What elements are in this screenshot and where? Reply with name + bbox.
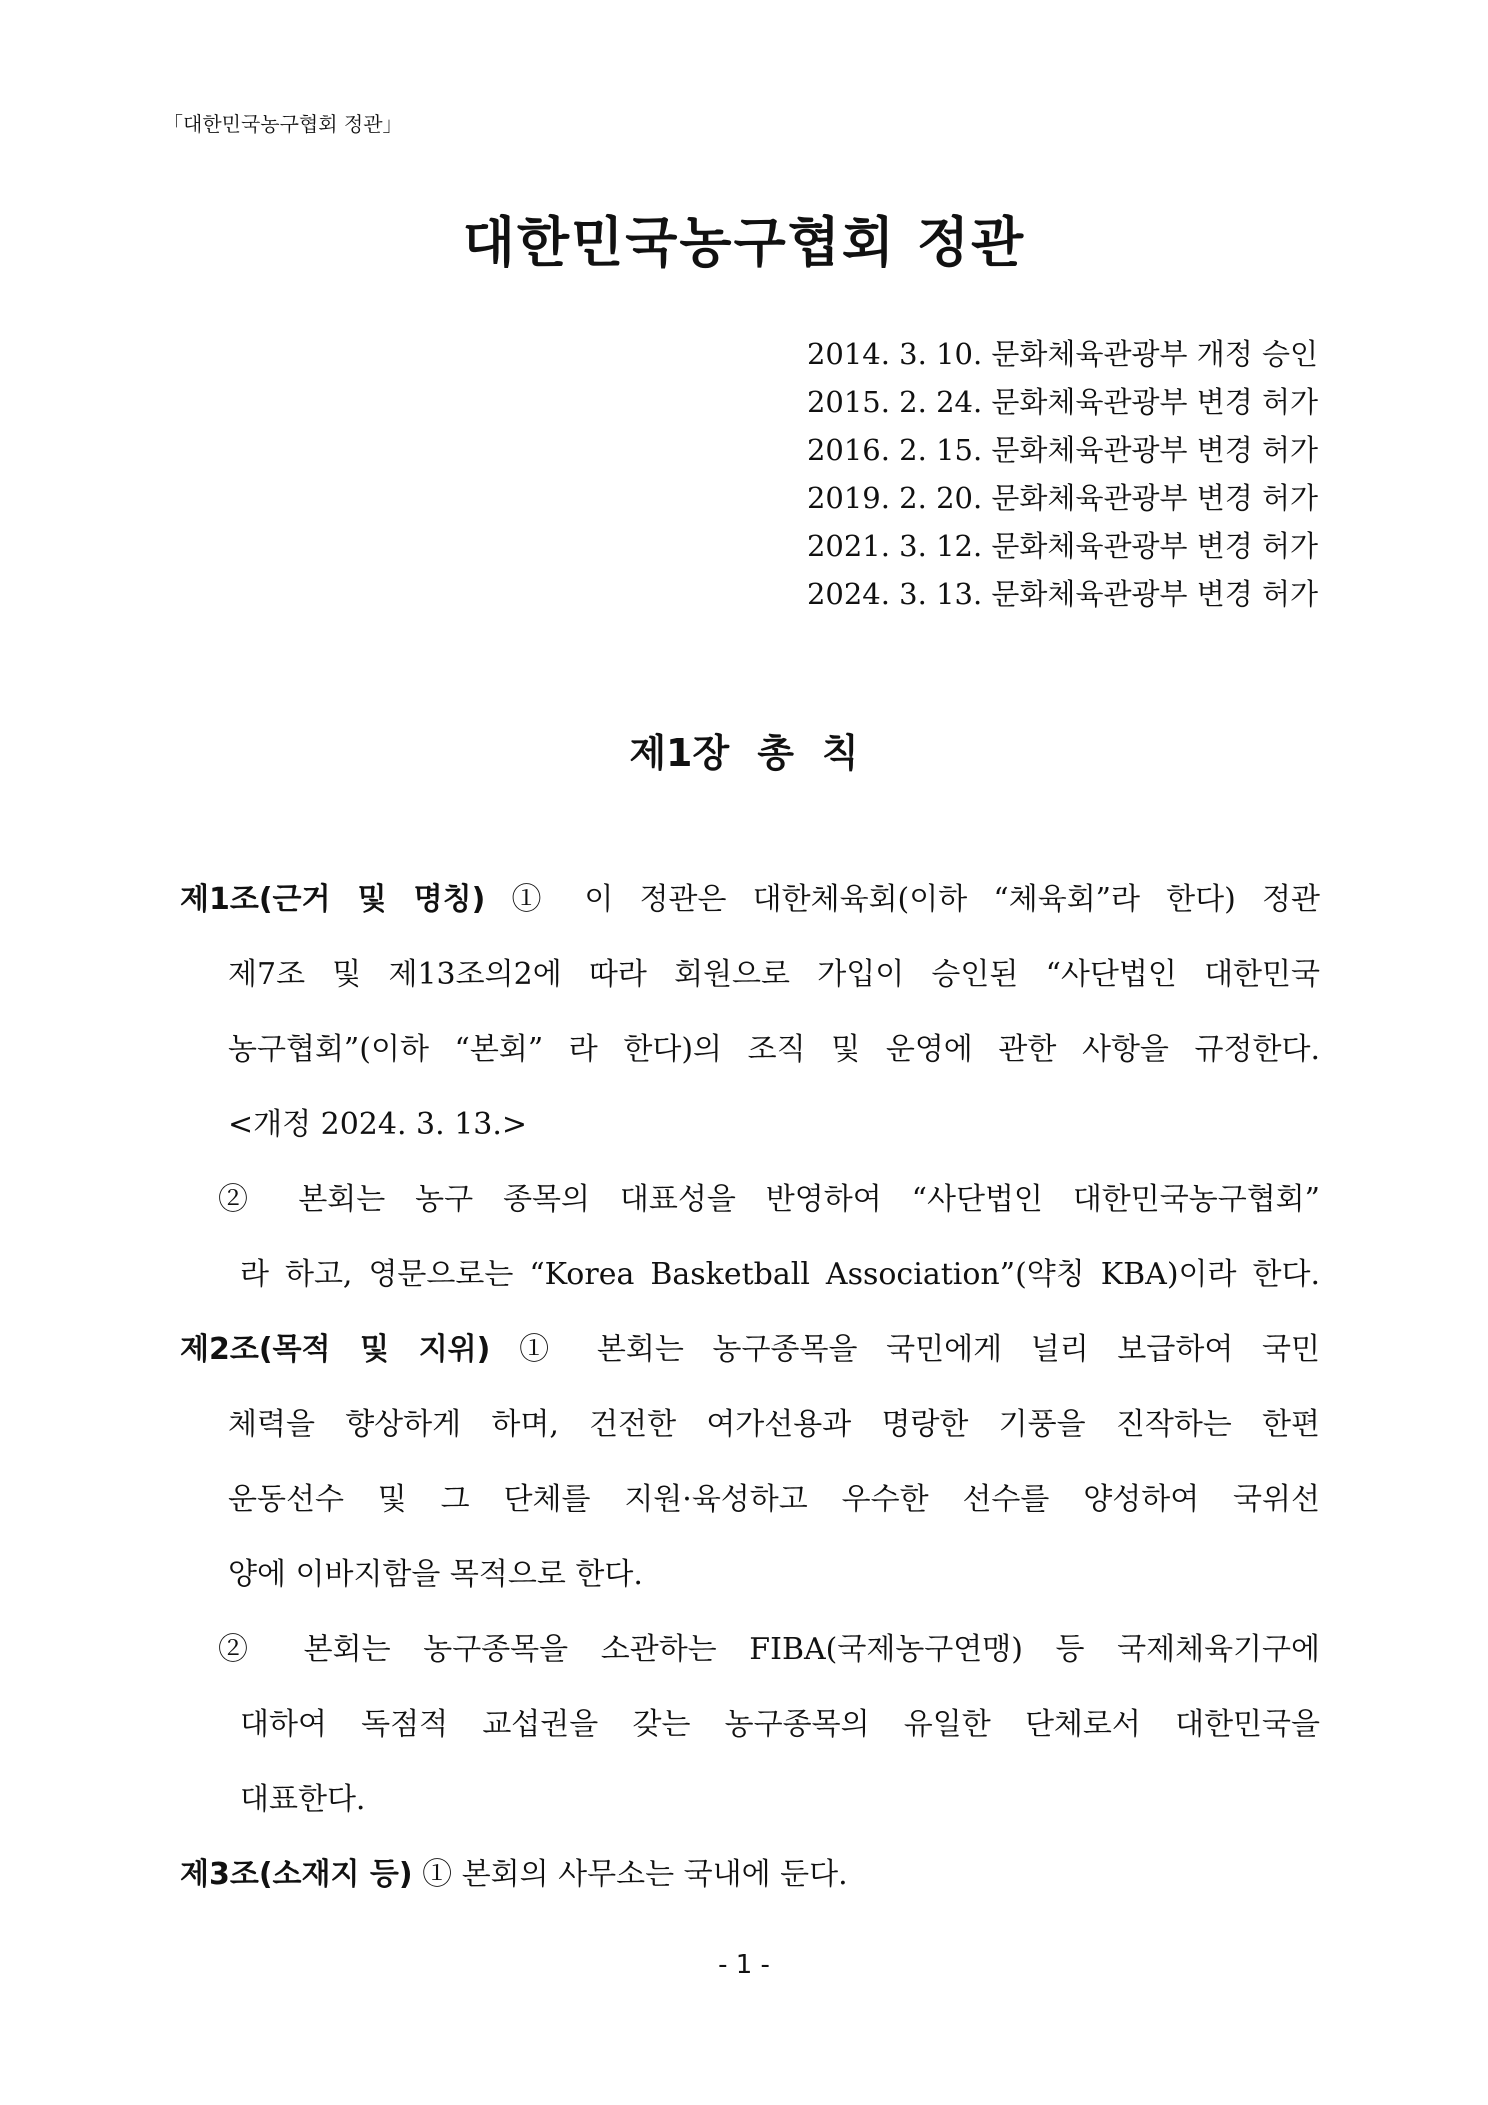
article-3-text: ① 본회의 사무소는 국내에 둔다. [412, 1857, 848, 1892]
article-2-text: ① 본회는 농구종목을 국민에게 널리 보급하여 국민 [490, 1332, 1321, 1367]
article-2-line [180, 1312, 1320, 1387]
approval-line: 2024. 3. 13. 문화체육관광부 변경 허가 [806, 577, 1318, 611]
article-1-line [180, 862, 1320, 937]
chapter-number: 제1장 [629, 731, 730, 775]
page-number: - 1 - [718, 1950, 770, 1980]
article-1-line: 라 하고, 영문으로는 “Korea Basketball Association”(약칭 KBA)이라 한다. [240, 1257, 1320, 1292]
article-1-line: 농구협회”(이하 “본회” 라 한다)의 조직 및 운영에 관한 사항을 규정한다. [228, 1032, 1320, 1067]
article-2-line: 운동선수 및 그 단체를 지원·육성하고 우수한 선수를 양성하여 국위선 [228, 1482, 1320, 1517]
approval-line: 2014. 3. 10. 문화체육관광부 개정 승인 [806, 337, 1318, 371]
approval-line: 2019. 2. 20. 문화체육관광부 변경 허가 [806, 481, 1318, 515]
approval-line: 2021. 3. 12. 문화체육관광부 변경 허가 [806, 529, 1318, 563]
chapter-word: 칙 [821, 731, 859, 775]
document-title: 대한민국농구협회 정관 [462, 210, 1026, 274]
article-2-line: ② 본회는 농구종목을 소관하는 FIBA(국제농구연맹) 등 국제체육기구에 [218, 1632, 1320, 1667]
chapter-word: 총 [757, 731, 794, 775]
article-body [180, 862, 1320, 1912]
article-1-line: <개정 2024. 3. 13.> [228, 1107, 528, 1142]
article-3-line [180, 1837, 1320, 1912]
article-2-line: 체력을 향상하게 하며, 건전한 여가선용과 명랑한 기풍을 진작하는 한편 [228, 1407, 1320, 1442]
approval-history [807, 330, 1318, 618]
article-1-line: 제7조 및 제13조의2에 따라 회원으로 가입이 승인된 “사단법인 대한민국 [228, 957, 1320, 992]
approval-line: 2016. 2. 15. 문화체육관광부 변경 허가 [806, 433, 1318, 467]
article-2-line: 대표한다. [240, 1782, 366, 1817]
article-3-heading: 제3조(소재지 등) [180, 1857, 413, 1892]
article-2-heading: 제2조(목적 및 지위) [180, 1332, 491, 1367]
chapter-heading [0, 722, 1488, 777]
article-2-line: 양에 이바지함을 목적으로 한다. [228, 1557, 643, 1592]
running-header: 「대한민국농구협회 정관」 [163, 112, 403, 136]
approval-line: 2015. 2. 24. 문화체육관광부 변경 허가 [806, 385, 1318, 419]
article-1-line: ② 본회는 농구 종목의 대표성을 반영하여 “사단법인 대한민국농구협회” [218, 1182, 1320, 1217]
article-1-text: ① 이 정관은 대한체육회(이하 “체육회”라 한다) 정관 [485, 882, 1320, 917]
article-2-line: 대하여 독점적 교섭권을 갖는 농구종목의 유일한 단체로서 대한민국을 [240, 1707, 1320, 1742]
article-1-heading: 제1조(근거 및 명칭) [180, 882, 486, 917]
